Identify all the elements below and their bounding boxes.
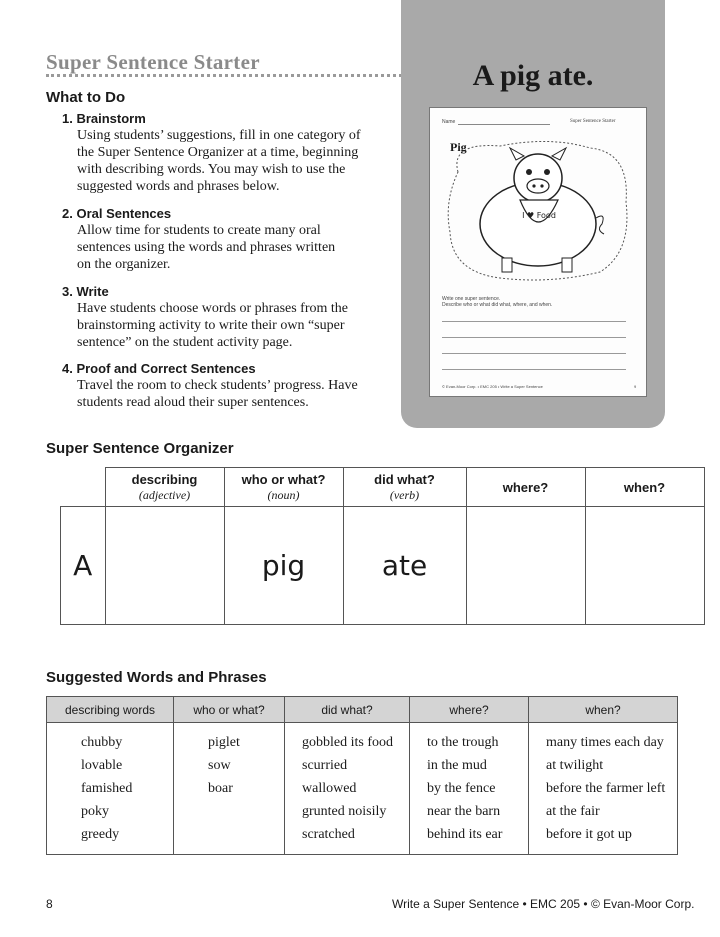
sug-col-did: did what? xyxy=(285,697,410,723)
step-write xyxy=(62,284,382,351)
list-item: lovable xyxy=(81,758,123,773)
page-number: 8 xyxy=(46,897,53,911)
list-item: before the farmer left xyxy=(546,781,666,796)
thumb-animal-label: Pig xyxy=(450,140,467,154)
sug-col-who: who or what? xyxy=(174,697,285,723)
organizer-cell-when xyxy=(585,507,704,625)
thumb-footer: © Evan-Moor Corp. • EMC 205 • Write a Super Sentence xyxy=(442,384,543,389)
organizer-cell-article: A xyxy=(61,507,106,625)
step-body: Allow time for students to create many oral sentences using the words and phrases written on the organizer. xyxy=(77,223,336,272)
step-title: 1. Brainstorm xyxy=(62,111,146,126)
sug-col-when: when? xyxy=(529,697,678,723)
organizer-cell-where xyxy=(466,507,585,625)
sug-who-list xyxy=(174,723,285,855)
writing-line xyxy=(442,353,626,354)
sug-col-describing: describing words xyxy=(47,697,174,723)
list-item: piglet xyxy=(208,735,240,750)
step-body: Using students’ suggestions, fill in one category of the Super Sentence Organizer at a time, beginning with describing words. You may wish to use the suggested words and phrases below. xyxy=(77,128,361,194)
list-item: greedy xyxy=(81,827,120,842)
sug-where-list xyxy=(410,723,529,855)
writing-line xyxy=(442,369,626,370)
list-item: scurried xyxy=(302,758,348,773)
organizer-cell-describing xyxy=(105,507,224,625)
writing-line xyxy=(442,321,626,322)
list-item: in the mud xyxy=(427,758,487,773)
footer-credit: Write a Super Sentence • EMC 205 • © Evan-Moor Corp. xyxy=(392,897,695,911)
corner-cell xyxy=(61,468,106,507)
thumb-name-line xyxy=(458,124,550,125)
list-item: chubby xyxy=(81,735,123,750)
step-oral-sentences xyxy=(62,206,382,273)
sug-when-list xyxy=(529,723,678,855)
thumb-instructions-2: Describe who or what did what, where, and when. xyxy=(442,302,553,308)
sug-did-list xyxy=(285,723,410,855)
col-who-or-what: who or what? (noun) xyxy=(224,468,343,507)
what-to-do-heading: What to Do xyxy=(46,89,126,106)
list-item: near the barn xyxy=(427,804,501,819)
list-item: many times each day xyxy=(546,735,664,750)
list-item: at the fair xyxy=(546,804,600,819)
col-where: where? xyxy=(466,468,585,507)
example-sentence: A pig ate. xyxy=(472,59,594,92)
step-title: 4. Proof and Correct Sentences xyxy=(62,361,256,376)
step-proof xyxy=(62,361,382,411)
activity-page-thumbnail xyxy=(429,107,647,397)
list-item: to the trough xyxy=(427,735,499,750)
sentence-organizer xyxy=(60,467,705,625)
list-item: boar xyxy=(208,781,233,796)
suggested-heading: Suggested Words and Phrases xyxy=(46,669,267,686)
pig-bib-text: I ♥ Food xyxy=(522,211,556,220)
col-describing: describing (adjective) xyxy=(105,468,224,507)
organizer-cell-noun: pig xyxy=(224,507,343,625)
col-did-what: did what? (verb) xyxy=(343,468,466,507)
page-title: Super Sentence Starter xyxy=(46,50,260,74)
pig-illustration xyxy=(440,132,636,282)
list-item: by the fence xyxy=(427,781,496,796)
sug-col-where: where? xyxy=(410,697,529,723)
thumb-page-number: 9 xyxy=(634,384,637,389)
organizer-cell-verb: ate xyxy=(343,507,466,625)
step-title: 3. Write xyxy=(62,284,109,299)
organizer-heading: Super Sentence Organizer xyxy=(46,440,234,457)
thumb-instructions: Write one super sentence. xyxy=(442,296,501,302)
writing-line xyxy=(442,337,626,338)
thumb-name-label: Name xyxy=(442,119,456,125)
suggested-words-table xyxy=(46,696,678,855)
list-item: gobbled its food xyxy=(302,735,393,750)
list-item: poky xyxy=(81,804,109,819)
list-item: famished xyxy=(81,781,133,796)
list-item: before it got up xyxy=(546,827,632,842)
step-body: Have students choose words or phrases from the brainstorming activity to write their own “super sentence” on the student activity page. xyxy=(77,301,348,350)
thumb-header: Super Sentence Starter xyxy=(570,119,616,124)
step-body: Travel the room to check students’ progress. Have students read aloud their super sentences. xyxy=(77,378,358,410)
list-item: wallowed xyxy=(302,781,357,796)
list-item: behind its ear xyxy=(427,827,503,842)
col-when: when? xyxy=(585,468,704,507)
sug-describing-list xyxy=(47,723,174,855)
step-brainstorm xyxy=(62,111,382,195)
list-item: at twilight xyxy=(546,758,604,773)
step-title: 2. Oral Sentences xyxy=(62,206,172,221)
list-item: scratched xyxy=(302,827,355,842)
dotted-divider xyxy=(46,74,402,77)
list-item: sow xyxy=(208,758,231,773)
list-item: grunted noisily xyxy=(302,804,387,819)
